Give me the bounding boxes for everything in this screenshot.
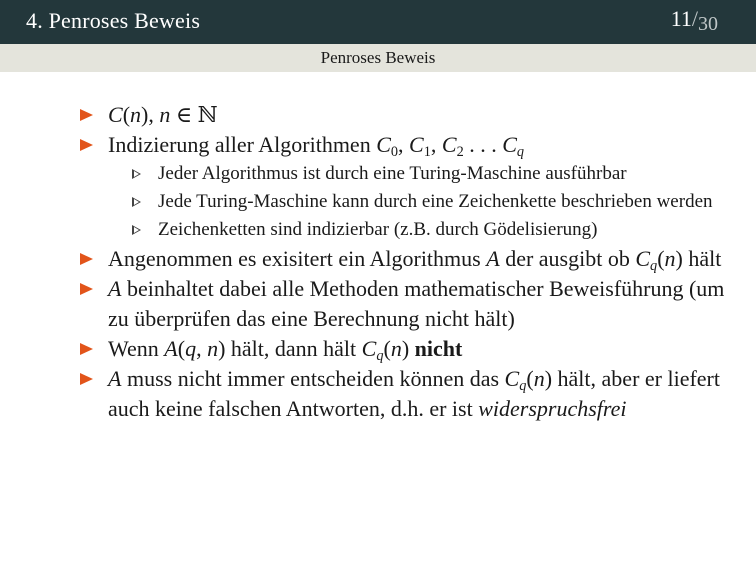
frame-title-bar: [0, 44, 756, 72]
sub-bullet-2: [108, 188, 730, 216]
bullet-triangle-icon: [80, 109, 93, 121]
header-bar: [0, 0, 756, 44]
slide-content: [80, 100, 730, 424]
current-page: 11: [670, 6, 692, 31]
bullet-triangle-icon: [80, 343, 93, 355]
bullet-triangle-icon: [80, 373, 93, 385]
section-title: 4. Penroses Beweis: [26, 8, 201, 33]
bullet-2-text: Indizierung aller Algorithmen $C_0$, $C_1$, $C_2$ . . . $C_q$: [108, 132, 525, 160]
sub-bullet-2-text: Jede Turing-Maschine kann durch eine Zeichenkette beschrieben werden: [158, 191, 713, 212]
bullet-1-text: C(n), n ∈ ℕ: [108, 102, 218, 127]
bullet-5: [80, 334, 730, 364]
sub-bullet-3: [108, 216, 730, 244]
page-number: [670, 6, 718, 35]
page-separator: /: [691, 6, 698, 31]
bullet-triangle-icon: [80, 253, 93, 265]
frame-title: Penroses Beweis: [320, 48, 436, 67]
bullet-5-text: Wenn A(q, n) hält, dann hält $C_q(n)$ nicht: [108, 336, 463, 364]
bullet-2: [80, 130, 730, 244]
bullet-triangle-icon: [80, 283, 93, 295]
sub-bullet-1: [108, 160, 730, 188]
sub-bullet-icon: [132, 169, 141, 179]
bullet-3: [80, 244, 730, 274]
bullet-4: [80, 274, 730, 334]
sub-bullet-1-text: Jeder Algorithmus ist durch eine Turing-Maschine ausführbar: [158, 163, 627, 184]
bullet-4-text: A beinhaltet dabei alle Methoden mathematischer Beweisführung (um zu überprüfen das eine Berechnung nicht hält): [108, 276, 725, 331]
total-pages: 30: [698, 13, 718, 35]
bullet-list: [80, 100, 730, 424]
bullet-6: [80, 364, 730, 424]
sub-bullet-icon: [132, 197, 141, 207]
sub-bullet-icon: [132, 225, 141, 235]
bullet-3-text: Angenommen es exisitert ein Algorithmus A der ausgibt ob $C_q(n)$ hält: [108, 246, 722, 274]
bullet-triangle-icon: [80, 139, 93, 151]
sub-bullet-list: [108, 160, 730, 244]
sub-bullet-3-text: Zeichenketten sind indizierbar (z.B. durch Gödelisierung): [158, 219, 598, 240]
bullet-1: [80, 100, 730, 130]
bullet-6-text: A muss nicht immer entscheiden können das $C_q(n)$ hält, aber er liefert auch keine falschen Antworten, d.h. er ist widerspruchsfrei: [108, 366, 720, 421]
